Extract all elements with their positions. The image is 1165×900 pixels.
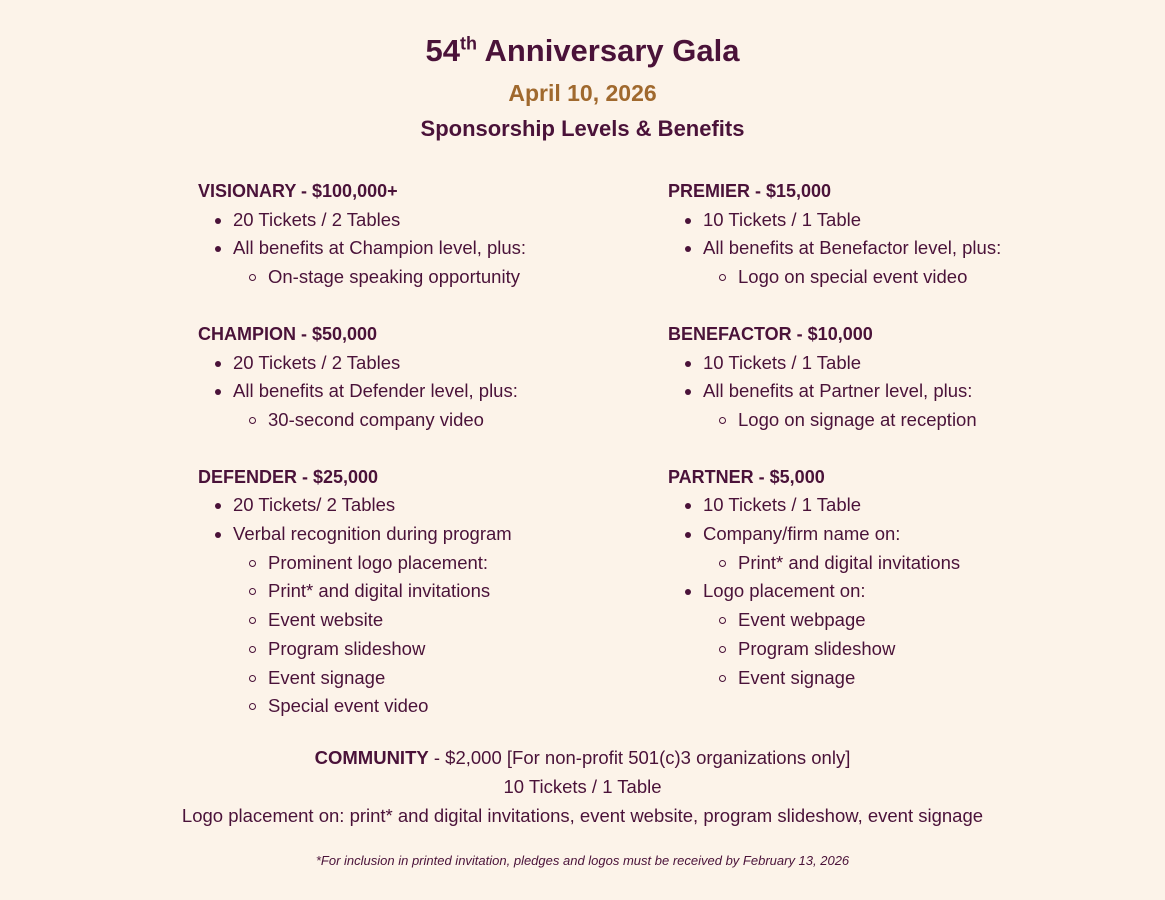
benefit-subitem: Logo on special event video — [668, 263, 1108, 292]
benefit-item: Company/firm name on: — [668, 520, 1108, 549]
benefit-list — [198, 206, 638, 292]
page-header — [0, 30, 1165, 146]
community-label: COMMUNITY — [314, 747, 429, 768]
community-title-line — [0, 743, 1165, 772]
benefit-list — [198, 491, 638, 721]
benefit-subitem: Program slideshow — [668, 635, 1108, 664]
benefit-item: Logo placement on: — [668, 577, 1108, 606]
title-ordinal-suffix: th — [459, 33, 477, 54]
benefit-list — [668, 491, 1108, 692]
title-number: 54 — [425, 33, 460, 68]
benefit-subitem: Event signage — [198, 664, 638, 693]
benefit-item: All benefits at Champion level, plus: — [198, 234, 638, 263]
benefit-list — [668, 349, 1108, 435]
benefit-item: 10 Tickets / 1 Table — [668, 206, 1108, 235]
benefit-subitem: Event website — [198, 606, 638, 635]
community-price: - $2,000 [For non-profit 501(c)3 organizations only] — [428, 747, 851, 768]
sponsorship-level — [668, 177, 1108, 292]
benefit-subitem: Special event video — [198, 692, 638, 721]
level-title: BENEFACTOR - $10,000 — [668, 323, 873, 344]
benefit-subitem: Print* and digital invitations — [198, 577, 638, 606]
levels-column-right — [668, 177, 1108, 720]
benefit-subitem: On-stage speaking opportunity — [198, 263, 638, 292]
benefit-list — [198, 349, 638, 435]
level-title: PREMIER - $15,000 — [668, 181, 832, 201]
benefit-item: 20 Tickets / 2 Tables — [198, 206, 638, 235]
sponsorship-level — [198, 177, 638, 292]
community-logo-placement: Logo placement on: print* and digital invitations, event website, program slideshow, event signage — [181, 805, 984, 826]
benefit-item: All benefits at Partner level, plus: — [668, 377, 1108, 406]
benefit-subitem: Event webpage — [668, 606, 1108, 635]
benefit-subitem: Logo on signage at reception — [668, 406, 1108, 435]
benefit-item: Verbal recognition during program — [198, 520, 638, 549]
levels-column-left — [198, 177, 638, 749]
sponsorship-level — [668, 463, 1108, 693]
benefit-item: 20 Tickets / 2 Tables — [198, 349, 638, 378]
sponsorship-level — [198, 320, 638, 435]
page-subtitle: Sponsorship Levels & Benefits — [420, 116, 745, 141]
sponsorship-level — [668, 320, 1108, 435]
benefit-item: All benefits at Benefactor level, plus: — [668, 234, 1108, 263]
level-title: PARTNER - $5,000 — [668, 466, 825, 487]
benefit-item: All benefits at Defender level, plus: — [198, 377, 638, 406]
level-title: CHAMPION - $50,000 — [198, 323, 378, 344]
footnote: *For inclusion in printed invitation, pledges and logos must be received by February 13, 2026 — [315, 853, 850, 868]
level-title: VISIONARY - $100,000+ — [198, 181, 398, 201]
benefit-subitem: Prominent logo placement: — [198, 549, 638, 578]
benefit-subitem: Program slideshow — [198, 635, 638, 664]
sponsorship-level — [198, 463, 638, 721]
community-level — [0, 743, 1165, 830]
benefit-item: 20 Tickets/ 2 Tables — [198, 491, 638, 520]
event-date: April 10, 2026 — [508, 80, 657, 106]
level-title: DEFENDER - $25,000 — [198, 466, 379, 487]
benefit-item: 10 Tickets / 1 Table — [668, 349, 1108, 378]
benefit-list — [668, 206, 1108, 292]
benefit-subitem: Print* and digital invitations — [668, 549, 1108, 578]
benefit-item: 10 Tickets / 1 Table — [668, 491, 1108, 520]
community-tickets: 10 Tickets / 1 Table — [503, 776, 662, 797]
page-title — [0, 30, 1165, 72]
title-rest: Anniversary Gala — [476, 33, 740, 68]
benefit-subitem: Event signage — [668, 664, 1108, 693]
benefit-subitem: 30-second company video — [198, 406, 638, 435]
